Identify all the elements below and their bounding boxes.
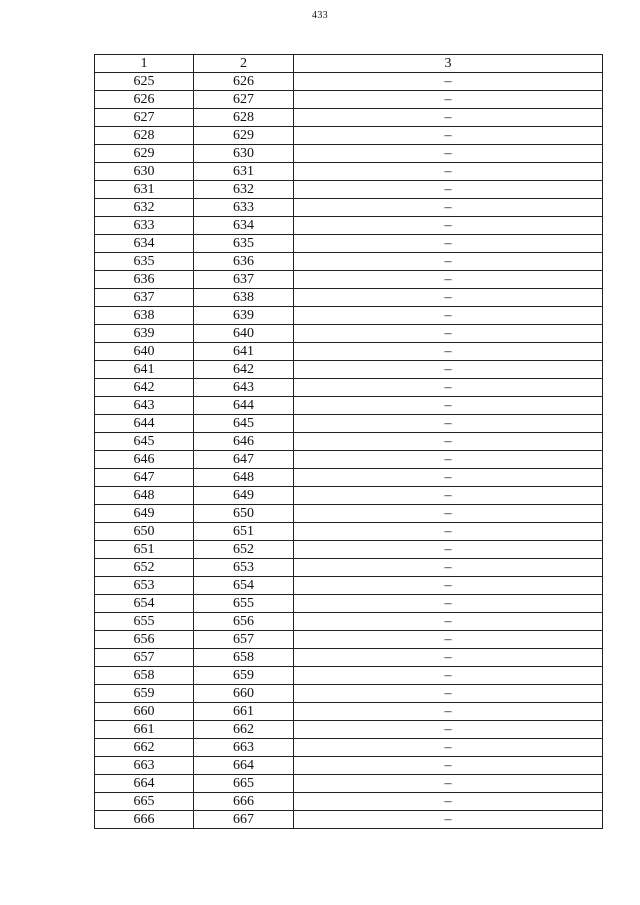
- table-cell-col-3: –: [294, 595, 603, 613]
- table-cell-col-2: 647: [194, 451, 294, 469]
- table-row: [95, 451, 603, 469]
- table-cell-col-1: 656: [95, 631, 194, 649]
- column-header-2: 2: [194, 55, 294, 73]
- table-cell-col-2: 628: [194, 109, 294, 127]
- table-cell-col-1: 662: [95, 739, 194, 757]
- table-cell-col-1: 630: [95, 163, 194, 181]
- table-cell-col-1: 654: [95, 595, 194, 613]
- table-cell-col-2: 653: [194, 559, 294, 577]
- table-row: [95, 235, 603, 253]
- table-cell-col-2: 665: [194, 775, 294, 793]
- table-row: [95, 541, 603, 559]
- table-cell-col-3: –: [294, 793, 603, 811]
- table-row: [95, 487, 603, 505]
- table-cell-col-2: 664: [194, 757, 294, 775]
- table-cell-col-3: –: [294, 199, 603, 217]
- table-cell-col-3: –: [294, 613, 603, 631]
- table-cell-col-2: 630: [194, 145, 294, 163]
- table-cell-col-3: –: [294, 307, 603, 325]
- table-cell-col-2: 655: [194, 595, 294, 613]
- table-cell-col-3: –: [294, 541, 603, 559]
- table-row: [95, 271, 603, 289]
- table-cell-col-1: 657: [95, 649, 194, 667]
- table-row: [95, 595, 603, 613]
- table-cell-col-1: 660: [95, 703, 194, 721]
- table-cell-col-1: 652: [95, 559, 194, 577]
- table-cell-col-2: 635: [194, 235, 294, 253]
- table-cell-col-1: 638: [95, 307, 194, 325]
- table-cell-col-2: 633: [194, 199, 294, 217]
- table-header: [95, 55, 603, 73]
- table-row: [95, 667, 603, 685]
- table-cell-col-1: 637: [95, 289, 194, 307]
- table-cell-col-2: 667: [194, 811, 294, 829]
- table-cell-col-2: 641: [194, 343, 294, 361]
- table-row: [95, 91, 603, 109]
- table-cell-col-2: 661: [194, 703, 294, 721]
- table-cell-col-1: 658: [95, 667, 194, 685]
- table-cell-col-3: –: [294, 109, 603, 127]
- table-cell-col-2: 626: [194, 73, 294, 91]
- table-cell-col-3: –: [294, 685, 603, 703]
- table-cell-col-1: 645: [95, 433, 194, 451]
- table-cell-col-2: 651: [194, 523, 294, 541]
- table-cell-col-3: –: [294, 217, 603, 235]
- table-row: [95, 613, 603, 631]
- table-cell-col-1: 651: [95, 541, 194, 559]
- table-row: [95, 307, 603, 325]
- table-cell-col-1: 625: [95, 73, 194, 91]
- table-cell-col-2: 659: [194, 667, 294, 685]
- table-row: [95, 181, 603, 199]
- table-cell-col-2: 656: [194, 613, 294, 631]
- table-cell-col-1: 644: [95, 415, 194, 433]
- table-cell-col-3: –: [294, 559, 603, 577]
- table-cell-col-1: 631: [95, 181, 194, 199]
- table-cell-col-2: 644: [194, 397, 294, 415]
- table-cell-col-1: 665: [95, 793, 194, 811]
- table-cell-col-3: –: [294, 487, 603, 505]
- table-cell-col-2: 642: [194, 361, 294, 379]
- table-cell-col-2: 634: [194, 217, 294, 235]
- table-cell-col-1: 661: [95, 721, 194, 739]
- table-row: [95, 433, 603, 451]
- table-cell-col-3: –: [294, 811, 603, 829]
- page-number: 433: [312, 10, 328, 21]
- table-cell-col-1: 650: [95, 523, 194, 541]
- table-cell-col-2: 631: [194, 163, 294, 181]
- table-cell-col-1: 641: [95, 361, 194, 379]
- table-cell-col-3: –: [294, 775, 603, 793]
- table-cell-col-1: 629: [95, 145, 194, 163]
- table-cell-col-3: –: [294, 379, 603, 397]
- table-cell-col-3: –: [294, 271, 603, 289]
- table-row: [95, 379, 603, 397]
- table-cell-col-2: 643: [194, 379, 294, 397]
- table-cell-col-1: 666: [95, 811, 194, 829]
- table-row: [95, 559, 603, 577]
- table-cell-col-3: –: [294, 433, 603, 451]
- table-cell-col-3: –: [294, 397, 603, 415]
- table-cell-col-1: 643: [95, 397, 194, 415]
- table-row: [95, 343, 603, 361]
- table-cell-col-2: 637: [194, 271, 294, 289]
- table-cell-col-2: 640: [194, 325, 294, 343]
- table-cell-col-3: –: [294, 721, 603, 739]
- table-cell-col-3: –: [294, 577, 603, 595]
- table-cell-col-3: –: [294, 253, 603, 271]
- table-cell-col-3: –: [294, 235, 603, 253]
- table-row: [95, 73, 603, 91]
- table-row: [95, 397, 603, 415]
- table-cell-col-2: 627: [194, 91, 294, 109]
- table-row: [95, 217, 603, 235]
- table-row: [95, 703, 603, 721]
- table-row: [95, 253, 603, 271]
- table-cell-col-3: –: [294, 505, 603, 523]
- table-row: [95, 361, 603, 379]
- table-cell-col-1: 639: [95, 325, 194, 343]
- table-cell-col-2: 652: [194, 541, 294, 559]
- table-cell-col-1: 634: [95, 235, 194, 253]
- table-cell-col-3: –: [294, 649, 603, 667]
- table-cell-col-2: 632: [194, 181, 294, 199]
- table-cell-col-3: –: [294, 181, 603, 199]
- table-cell-col-1: 649: [95, 505, 194, 523]
- table-row: [95, 289, 603, 307]
- column-header-1: 1: [95, 55, 194, 73]
- table-row: [95, 811, 603, 829]
- table-cell-col-3: –: [294, 325, 603, 343]
- table-row: [95, 325, 603, 343]
- table-row: [95, 415, 603, 433]
- table-cell-col-2: 658: [194, 649, 294, 667]
- table-cell-col-3: –: [294, 73, 603, 91]
- table-cell-col-1: 653: [95, 577, 194, 595]
- table-cell-col-1: 628: [95, 127, 194, 145]
- table-cell-col-3: –: [294, 127, 603, 145]
- table-cell-col-2: 654: [194, 577, 294, 595]
- table-row: [95, 631, 603, 649]
- table-cell-col-1: 659: [95, 685, 194, 703]
- table-cell-col-2: 649: [194, 487, 294, 505]
- table-cell-col-1: 655: [95, 613, 194, 631]
- table-cell-col-2: 636: [194, 253, 294, 271]
- table-cell-col-2: 645: [194, 415, 294, 433]
- table-cell-col-1: 635: [95, 253, 194, 271]
- table-row: [95, 199, 603, 217]
- table-cell-col-3: –: [294, 703, 603, 721]
- table-cell-col-2: 646: [194, 433, 294, 451]
- table-row: [95, 505, 603, 523]
- table-cell-col-2: 657: [194, 631, 294, 649]
- table-row: [95, 127, 603, 145]
- table-cell-col-2: 629: [194, 127, 294, 145]
- data-table: [94, 54, 603, 829]
- table-row: [95, 523, 603, 541]
- table-cell-col-3: –: [294, 91, 603, 109]
- table-cell-col-3: –: [294, 523, 603, 541]
- table-cell-col-2: 666: [194, 793, 294, 811]
- table-row: [95, 775, 603, 793]
- table-row: [95, 649, 603, 667]
- table-row: [95, 163, 603, 181]
- table-body: [95, 73, 603, 829]
- table-cell-col-3: –: [294, 739, 603, 757]
- table-row: [95, 469, 603, 487]
- table-cell-col-2: 648: [194, 469, 294, 487]
- table-cell-col-2: 650: [194, 505, 294, 523]
- table-row: [95, 109, 603, 127]
- table-row: [95, 721, 603, 739]
- table-cell-col-1: 633: [95, 217, 194, 235]
- table-row: [95, 685, 603, 703]
- table-cell-col-1: 646: [95, 451, 194, 469]
- table-cell-col-1: 642: [95, 379, 194, 397]
- table-cell-col-3: –: [294, 163, 603, 181]
- table-cell-col-3: –: [294, 415, 603, 433]
- table-row: [95, 577, 603, 595]
- table-cell-col-2: 663: [194, 739, 294, 757]
- table-cell-col-3: –: [294, 451, 603, 469]
- table-cell-col-3: –: [294, 289, 603, 307]
- column-header-3: 3: [294, 55, 603, 73]
- table-row: [95, 739, 603, 757]
- table-cell-col-1: 647: [95, 469, 194, 487]
- table-cell-col-1: 663: [95, 757, 194, 775]
- table-cell-col-2: 660: [194, 685, 294, 703]
- table-cell-col-1: 664: [95, 775, 194, 793]
- table-row: [95, 757, 603, 775]
- table-cell-col-1: 648: [95, 487, 194, 505]
- table-cell-col-1: 626: [95, 91, 194, 109]
- table-cell-col-2: 639: [194, 307, 294, 325]
- table-cell-col-3: –: [294, 757, 603, 775]
- table-cell-col-1: 627: [95, 109, 194, 127]
- table-cell-col-3: –: [294, 631, 603, 649]
- table-cell-col-3: –: [294, 145, 603, 163]
- table-cell-col-1: 636: [95, 271, 194, 289]
- table-cell-col-3: –: [294, 361, 603, 379]
- table-row: [95, 145, 603, 163]
- table-cell-col-3: –: [294, 667, 603, 685]
- table-cell-col-1: 640: [95, 343, 194, 361]
- table-cell-col-3: –: [294, 469, 603, 487]
- table-cell-col-2: 638: [194, 289, 294, 307]
- table-cell-col-1: 632: [95, 199, 194, 217]
- header-row: [95, 55, 603, 73]
- table-cell-col-3: –: [294, 343, 603, 361]
- table-cell-col-2: 662: [194, 721, 294, 739]
- table-row: [95, 793, 603, 811]
